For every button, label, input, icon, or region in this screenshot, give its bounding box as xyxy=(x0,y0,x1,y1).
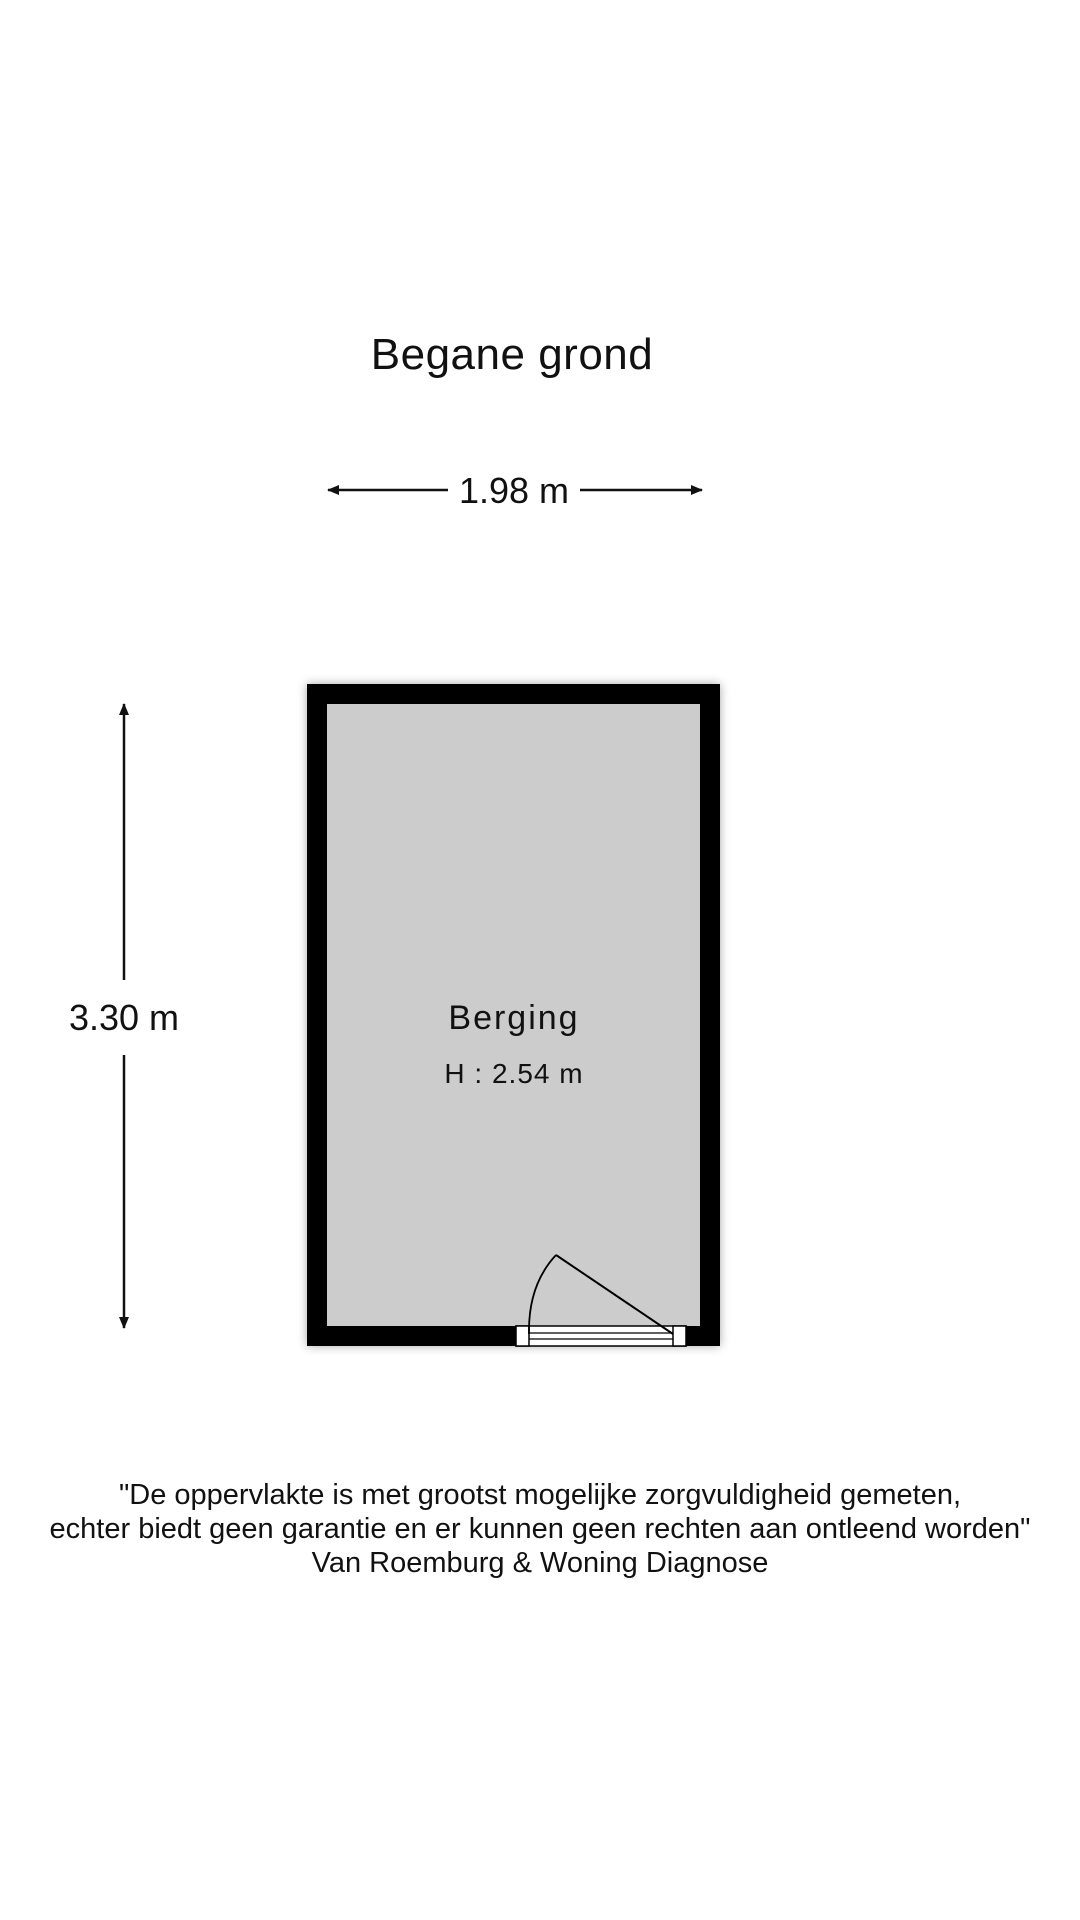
depth-dimension-label: 3.30 m xyxy=(68,997,180,1038)
door-opening xyxy=(516,1326,686,1346)
door-jamb-left xyxy=(516,1326,529,1346)
disclaimer-line-1: "De oppervlakte is met grootst mogelijke zorgvuldigheid gemeten, xyxy=(118,1479,962,1511)
door-jamb-right xyxy=(673,1326,686,1346)
width-dimension-label: 1.98 m xyxy=(458,470,570,511)
width-dimension xyxy=(328,470,702,511)
disclaimer-line-2: echter biedt geen garantie en er kunnen geen rechten aan ontleend worden" xyxy=(49,1513,1031,1545)
depth-dimension xyxy=(69,704,179,1328)
room-height: H : 2.54 m xyxy=(444,1058,584,1089)
floor-title: Begane grond xyxy=(370,330,654,379)
room-name: Berging xyxy=(448,999,580,1037)
disclaimer xyxy=(0,1478,1080,1580)
disclaimer-line-3: Van Roemburg & Woning Diagnose xyxy=(311,1547,769,1579)
